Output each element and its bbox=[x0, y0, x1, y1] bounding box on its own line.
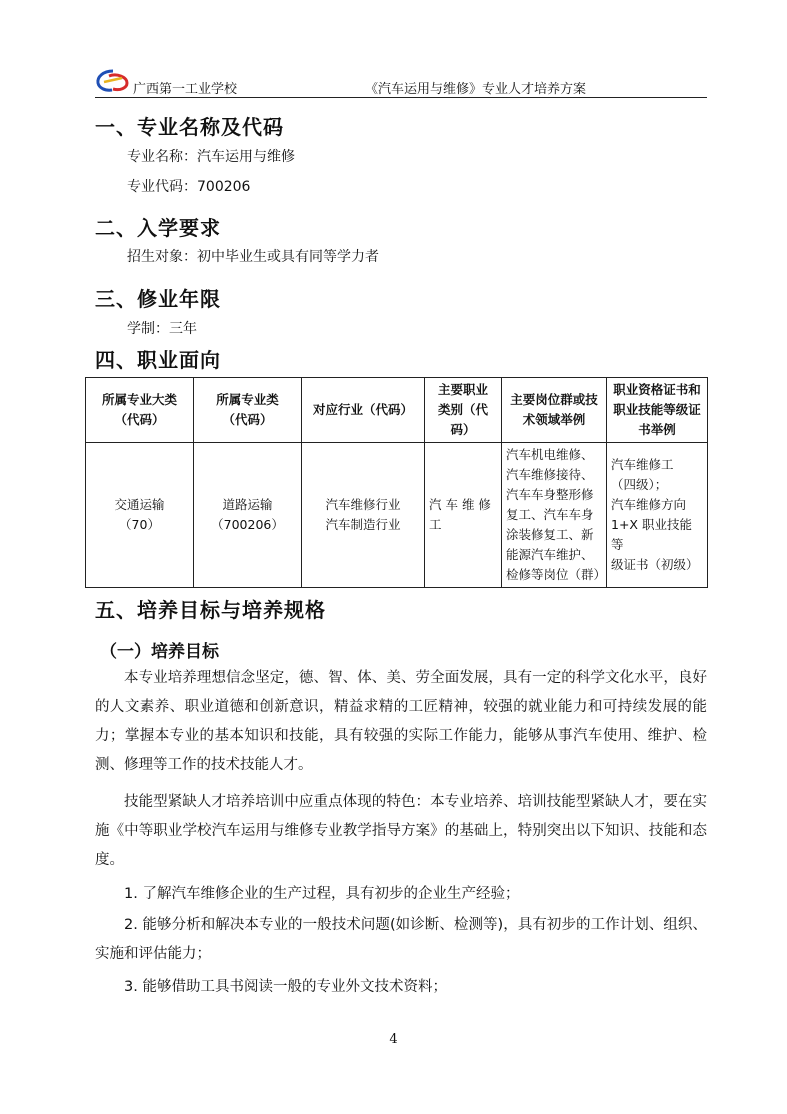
section-2-heading: 二、入学要求 bbox=[95, 216, 221, 240]
table-cell: 交通运输 （70） bbox=[86, 443, 194, 588]
subsection-heading: （一）培养目标 bbox=[100, 642, 219, 662]
table-cell: 道路运输 （700206） bbox=[194, 443, 302, 588]
career-table bbox=[85, 377, 707, 584]
table-header-cell: 主要职业 类别（代 码） bbox=[425, 378, 502, 443]
plan-title: 《汽车运用与维修》专业人才培养方案 bbox=[365, 82, 587, 97]
table-cell: 汽车维修行业 汽车制造行业 bbox=[302, 443, 425, 588]
section-1-heading: 一、专业名称及代码 bbox=[95, 115, 284, 139]
table-header-cell: 职业资格证书和 职业技能等级证 书举例 bbox=[607, 378, 708, 443]
table-cell: 汽 车 维 修 工 bbox=[425, 443, 502, 588]
paragraph-features: 技能型紧缺人才培养培训中应重点体现的特色：本专业培养、培训技能型紧缺人才，要在实施《中等职业学校汽车运用与维修专业教学指导方案》的基础上，特别突出以下知识、技能和态度。 bbox=[95, 794, 707, 868]
table-row bbox=[86, 443, 708, 588]
list-item: 2. 能够分析和解决本专业的一般技术问题(如诊断、检测等)，具有初步的工作计划、组织、实施和评估能力； bbox=[95, 917, 707, 962]
school-logo bbox=[95, 68, 131, 94]
study-length: 学制：三年 bbox=[127, 321, 197, 337]
list-item: 3. 能够借助工具书阅读一般的专业外文技术资料； bbox=[124, 979, 447, 995]
major-code: 专业代码：700206 bbox=[127, 179, 251, 195]
table-cell: 汽车维修工 （四级）； 汽车维修方向 1+X 职业技能等 级证书（初级） bbox=[607, 443, 708, 588]
list-item: 1. 了解汽车维修企业的生产过程，具有初步的企业生产经验； bbox=[124, 886, 520, 902]
paragraph-goal: 本专业培养理想信念坚定，德、智、体、美、劳全面发展，具有一定的科学文化水平，良好的人文素养、职业道德和创新意识，精益求精的工匠精神，较强的就业能力和可持续发展的能力；掌握本专业的基本知识和技能，具有较强的实际工作能力，能够从事汽车使用、维护、检测、修理等工作的技术技能人才。 bbox=[95, 670, 707, 773]
section-4-heading: 四、职业面向 bbox=[95, 348, 221, 372]
page-header bbox=[95, 62, 707, 98]
table-header-cell: 所属专业大类 （代码） bbox=[86, 378, 194, 443]
table-cell: 汽车机电维修、 汽车维修接待、 汽车车身整形修 复工、汽车车身 涂装修复工、新 能源汽车维护、 检修等岗位（群） bbox=[502, 443, 607, 588]
section-5-heading: 五、培养目标与培养规格 bbox=[95, 598, 326, 622]
enrollment-target: 招生对象：初中毕业生或具有同等学力者 bbox=[127, 249, 379, 265]
table-header-cell: 对应行业（代码） bbox=[302, 378, 425, 443]
table-header-cell: 主要岗位群或技 术领域举例 bbox=[502, 378, 607, 443]
table-header-cell: 所属专业类 （代码） bbox=[194, 378, 302, 443]
page-number: 4 bbox=[389, 1032, 398, 1047]
section-3-heading: 三、修业年限 bbox=[95, 287, 221, 311]
school-name: 广西第一工业学校 bbox=[133, 82, 238, 97]
major-name: 专业名称：汽车运用与维修 bbox=[127, 149, 295, 165]
header-rule bbox=[95, 97, 707, 98]
table-header-row bbox=[86, 378, 708, 443]
